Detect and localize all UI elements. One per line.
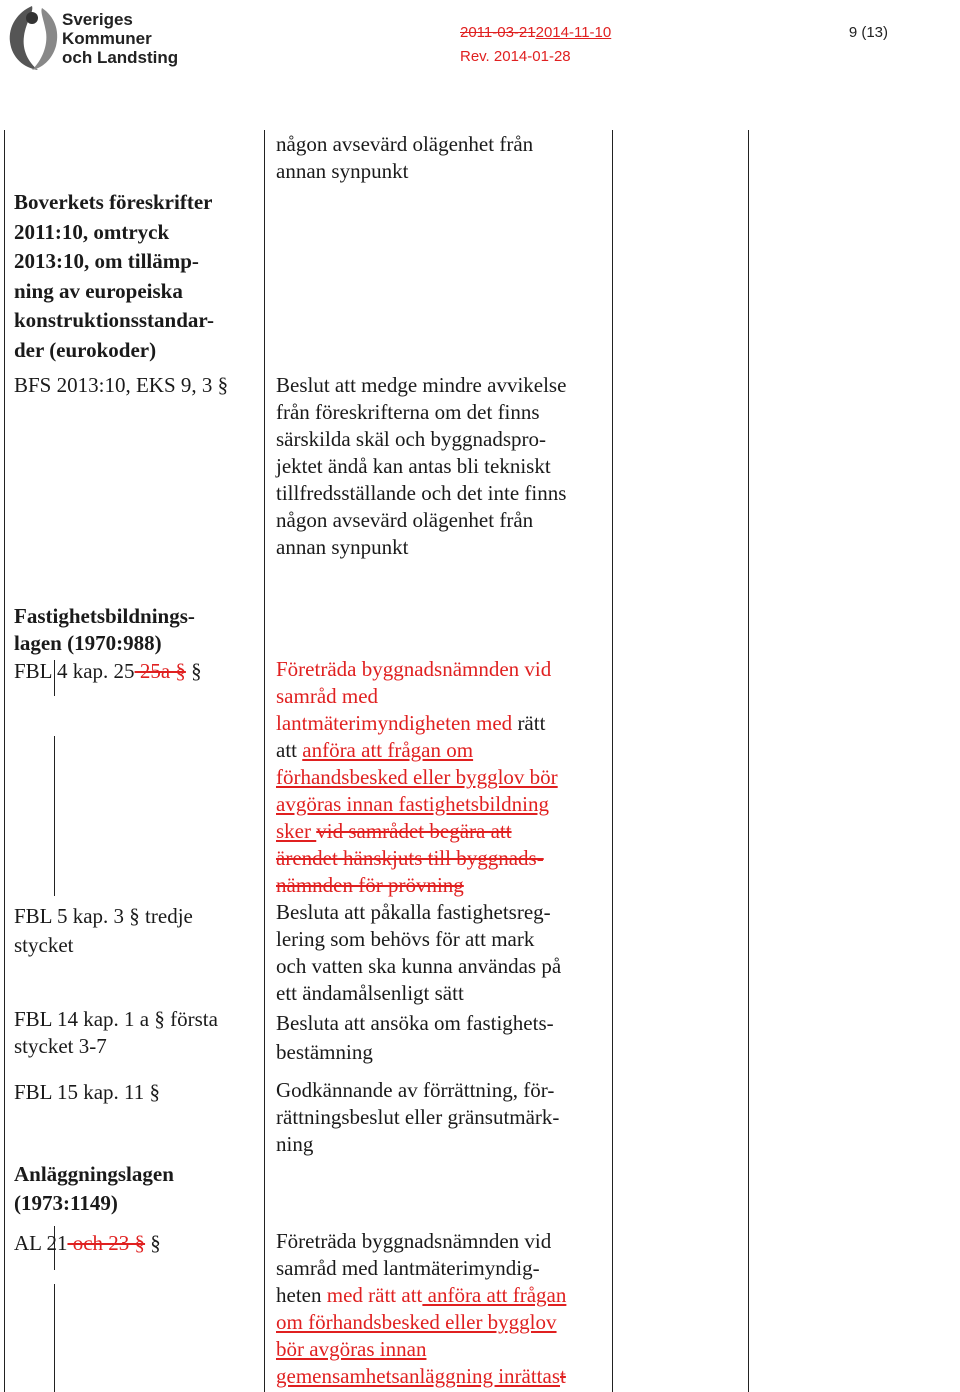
law-ref-bfs: BFS 2013:10, EKS 9, 3 § [14,373,229,397]
law-ref-fbl-15: FBL 15 kap. 11 § [14,1080,161,1104]
law-title-boverket: Boverkets föreskrifter 2011:10, omtryck 2013:10, om tillämp- ning av europeiska konstruktionsstandar- der (eurokoder) [14,190,214,362]
header-date: 2011-03-212014-11-10 [460,24,612,41]
law-ref-fbl-5: FBL 5 kap. 3 § tredje stycket [14,904,193,957]
description-beslut-avvikelse: Beslut att medge mindre avvikelse från föreskrifterna om det finns särskilda skäl och byggnadspro- jektet ändå kan antas bli tekniskt tillfredsställande och det inte finns någon avsevärd olägenhet från annan synpunkt [276,373,567,559]
law-ref-fbl-14: FBL 14 kap. 1 a § första stycket 3-7 [14,1007,218,1058]
description-continued: någon avsevärd olägenhet från annan synpunkt [276,132,534,183]
change-bar [54,1284,55,1392]
law-title-al: Anläggningslagen (1973:1149) [14,1162,174,1215]
law-ref-al: AL 21 och 23 § § [14,1231,161,1255]
description-fbl-14: Besluta att ansöka om fastighets- bestämning [276,1011,554,1064]
law-title-fbl: Fastighetsbildnings- lagen (1970:988) [14,604,195,655]
column-divider-3 [748,130,749,1392]
column-divider-1 [264,130,265,1392]
description-fbl-15: Godkännande av förrättning, för- rättningsbeslut eller gränsutmärk- ning [276,1078,560,1156]
change-bar [54,736,55,896]
logo-wordmark: Sveriges Kommuner och Landsting [62,10,179,67]
page-number: 9 (13) [848,24,888,41]
description-fbl-4: Företräda byggnadsnämnden vid samråd med lantmäterimyndigheten med rätt att anföra att frågan om förhandsbesked eller bygglov bör avgöras innan fastighetsbildning sker vid samrådet begära att ärendet hänskjuts till byggnads- nämnden för prövning [276,657,558,897]
description-fbl-5: Besluta att påkalla fastighetsreg- lering som behövs för att mark och vatten ska kunna användas på ett ändamålsenligt sätt [276,900,562,1005]
description-al: Företräda byggnadsnämnden vid samråd med lantmäterimyndig- heten med rätt att anföra att frågan om förhandsbesked eller bygglov bör avgöras innan gemensamhetsanläggning inrättast [276,1229,567,1388]
table-border-left [4,130,5,1392]
column-divider-2 [612,130,613,1392]
header-revision: Rev. 2014-01-28 [460,48,571,65]
law-ref-fbl-4: FBL 4 kap. 25 25a § § [14,659,202,683]
